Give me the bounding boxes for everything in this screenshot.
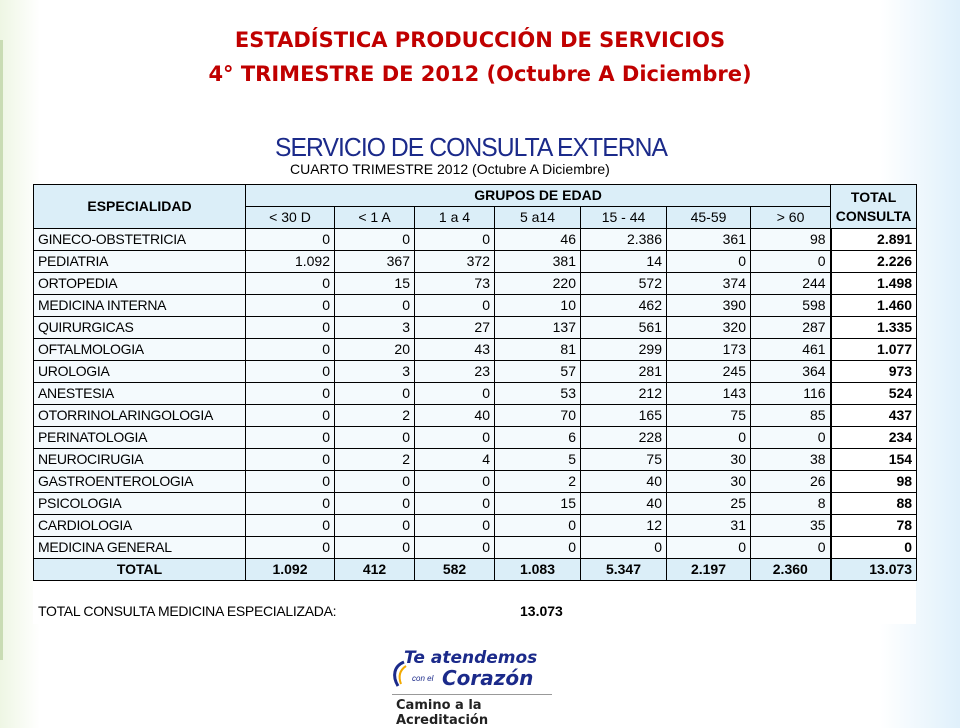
age-group-value: 26 [751,471,831,493]
specialty-name: ORTOPEDIA [34,273,246,295]
specialty-name: MEDICINA INTERNA [34,295,246,317]
specialty-name: NEUROCIRUGIA [34,449,246,471]
age-group-value: 245 [667,361,751,383]
age-group-value: 173 [667,339,751,361]
age-group-value: 14 [581,251,667,273]
table-row [34,515,917,537]
specialty-header: ESPECIALIDAD [34,185,246,229]
table-row [34,317,917,339]
age-group-value: 364 [751,361,831,383]
age-group-value: 40 [581,493,667,515]
row-total-value: 98 [831,471,917,493]
table-row [34,449,917,471]
table-row [34,537,917,559]
age-group-value: 73 [415,273,495,295]
logo-text-small: con el [412,674,434,683]
specialty-name: CARDIOLOGIA [34,515,246,537]
logo-text-line2: Corazón [442,666,534,690]
age-group-header: > 60 [751,207,831,229]
age-group-value: 598 [751,295,831,317]
age-group-value: 35 [751,515,831,537]
age-group-value: 0 [246,273,335,295]
logo-tagline: Camino a la Acreditación [396,698,489,728]
age-group-value: 220 [495,273,581,295]
age-group-value: 43 [415,339,495,361]
table-row [34,471,917,493]
age-group-value: 12 [581,515,667,537]
age-group-value: 287 [751,317,831,339]
age-group-value: 0 [335,427,415,449]
logo-separator [392,694,552,695]
row-total-value: 1.077 [831,339,917,361]
age-group-value: 40 [581,471,667,493]
age-group-value: 46 [495,229,581,251]
grand-total-value: 13.073 [831,559,917,581]
age-group-value: 0 [246,295,335,317]
table-row [34,383,917,405]
age-group-value: 98 [751,229,831,251]
row-total-value: 234 [831,427,917,449]
age-group-value: 0 [335,493,415,515]
age-group-value: 381 [495,251,581,273]
row-total-value: 78 [831,515,917,537]
specialty-name: UROLOGIA [34,361,246,383]
age-group-value: 53 [495,383,581,405]
age-group-value: 320 [667,317,751,339]
table-row [34,229,917,251]
age-group-value: 0 [415,229,495,251]
age-group-value: 116 [751,383,831,405]
age-group-value: 0 [667,537,751,559]
age-group-value: 561 [581,317,667,339]
age-group-value: 0 [415,383,495,405]
age-group-value: 38 [751,449,831,471]
total-age-group-value: 412 [335,559,415,581]
statistics-table-container [33,184,916,624]
table-row [34,361,917,383]
specialty-name: GASTROENTEROLOGIA [34,471,246,493]
total-header-line1: TOTAL [850,188,897,205]
total-age-group-value: 1.083 [495,559,581,581]
age-group-value: 30 [667,449,751,471]
age-group-value: 30 [667,471,751,493]
age-group-value: 0 [667,251,751,273]
specialty-name: PERINATOLOGIA [34,427,246,449]
summary-label: TOTAL CONSULTA MEDICINA ESPECIALIZADA: [38,603,337,619]
age-group-value: 0 [415,427,495,449]
age-group-value: 5 [495,449,581,471]
specialty-name: GINECO-OBSTETRICIA [34,229,246,251]
age-group-header: 15 - 44 [581,207,667,229]
age-group-value: 2.386 [581,229,667,251]
row-total-value: 524 [831,383,917,405]
age-group-value: 372 [415,251,495,273]
summary-row [33,596,916,624]
row-total-value: 973 [831,361,917,383]
age-group-value: 70 [495,405,581,427]
age-group-value: 212 [581,383,667,405]
age-group-value: 367 [335,251,415,273]
left-decorative-bar [0,40,3,660]
logo-text-line1: Te atendemos [404,648,538,668]
age-group-value: 75 [667,405,751,427]
age-group-value: 0 [751,427,831,449]
total-label: TOTAL [34,559,246,581]
total-age-group-value: 2.197 [667,559,751,581]
age-group-value: 0 [335,471,415,493]
age-group-value: 2 [495,471,581,493]
age-group-value: 0 [415,515,495,537]
age-group-value: 0 [246,405,335,427]
age-group-value: 0 [246,361,335,383]
age-group-value: 4 [415,449,495,471]
age-group-value: 0 [667,427,751,449]
age-group-value: 0 [246,471,335,493]
page-title: ESTADÍSTICA PRODUCCIÓN DE SERVICIOS [234,28,726,52]
total-age-group-value: 1.092 [246,559,335,581]
age-group-value: 361 [667,229,751,251]
age-group-value: 15 [335,273,415,295]
age-group-value: 31 [667,515,751,537]
age-group-value: 2 [335,449,415,471]
age-groups-header: GRUPOS DE EDAD [246,185,831,207]
age-group-value: 299 [581,339,667,361]
age-group-value: 0 [751,251,831,273]
age-group-value: 244 [751,273,831,295]
age-group-value: 0 [495,537,581,559]
age-group-value: 0 [415,471,495,493]
specialty-name: OFTALMOLOGIA [34,339,246,361]
row-total-value: 437 [831,405,917,427]
total-age-group-value: 2.360 [751,559,831,581]
specialty-name: PEDIATRIA [34,251,246,273]
age-group-value: 390 [667,295,751,317]
logo [390,640,570,728]
page-subtitle: 4° TRIMESTRE DE 2012 (Octubre A Diciembre) [208,62,752,86]
age-group-value: 0 [246,515,335,537]
age-group-value: 75 [581,449,667,471]
age-group-value: 57 [495,361,581,383]
age-group-value: 0 [246,493,335,515]
age-group-header: < 30 D [246,207,335,229]
table-row [34,273,917,295]
age-group-value: 20 [335,339,415,361]
age-group-value: 461 [751,339,831,361]
age-group-value: 1.092 [246,251,335,273]
age-group-value: 0 [246,449,335,471]
age-group-value: 0 [415,493,495,515]
age-group-value: 0 [246,537,335,559]
age-group-value: 0 [246,383,335,405]
service-title: SERVICIO DE CONSULTA EXTERNA [275,132,668,162]
specialty-name: PSICOLOGIA [34,493,246,515]
summary-value: 13.073 [520,603,563,619]
age-group-value: 10 [495,295,581,317]
table-row [34,493,917,515]
table-row [34,405,917,427]
row-total-value: 1.460 [831,295,917,317]
age-group-value: 0 [246,229,335,251]
total-age-group-value: 582 [415,559,495,581]
age-group-value: 143 [667,383,751,405]
specialty-name: OTORRINOLARINGOLOGIA [34,405,246,427]
age-group-value: 0 [335,295,415,317]
age-group-value: 23 [415,361,495,383]
total-age-group-value: 5.347 [581,559,667,581]
age-group-value: 374 [667,273,751,295]
age-group-header: 5 a14 [495,207,581,229]
table-row [34,251,917,273]
table-row [34,427,917,449]
total-header-line2: CONSULTA [835,207,912,224]
age-group-value: 462 [581,295,667,317]
age-group-value: 6 [495,427,581,449]
row-total-value: 2.226 [831,251,917,273]
age-group-value: 2 [335,405,415,427]
age-group-value: 40 [415,405,495,427]
service-period: CUARTO TRIMESTRE 2012 (Octubre A Diciembre) [290,161,610,177]
age-group-value: 572 [581,273,667,295]
age-group-value: 27 [415,317,495,339]
age-group-header: 45-59 [667,207,751,229]
age-group-value: 281 [581,361,667,383]
age-group-value: 0 [495,515,581,537]
age-group-header: < 1 A [335,207,415,229]
total-row [34,559,917,581]
age-group-value: 15 [495,493,581,515]
specialty-name: QUIRURGICAS [34,317,246,339]
age-group-value: 165 [581,405,667,427]
age-group-value: 85 [751,405,831,427]
age-group-value: 0 [335,537,415,559]
age-group-value: 8 [751,493,831,515]
age-group-value: 228 [581,427,667,449]
age-group-value: 0 [751,537,831,559]
table-body [34,229,917,581]
statistics-table [33,184,917,581]
age-group-value: 0 [415,295,495,317]
age-group-value: 81 [495,339,581,361]
age-group-value: 0 [335,515,415,537]
row-total-value: 88 [831,493,917,515]
age-group-value: 0 [246,427,335,449]
age-group-value: 0 [415,537,495,559]
row-total-value: 1.335 [831,317,917,339]
age-group-value: 0 [335,383,415,405]
age-group-value: 0 [246,317,335,339]
age-group-value: 0 [246,339,335,361]
age-group-value: 0 [335,229,415,251]
specialty-name: ANESTESIA [34,383,246,405]
total-consulta-header [831,185,917,229]
row-total-value: 154 [831,449,917,471]
age-group-value: 3 [335,361,415,383]
specialty-name: MEDICINA GENERAL [34,537,246,559]
table-row [34,295,917,317]
age-group-value: 25 [667,493,751,515]
age-group-value: 0 [581,537,667,559]
row-total-value: 1.498 [831,273,917,295]
age-group-value: 137 [495,317,581,339]
age-group-header: 1 a 4 [415,207,495,229]
row-total-value: 2.891 [831,229,917,251]
age-group-value: 3 [335,317,415,339]
row-total-value: 0 [831,537,917,559]
table-row [34,339,917,361]
